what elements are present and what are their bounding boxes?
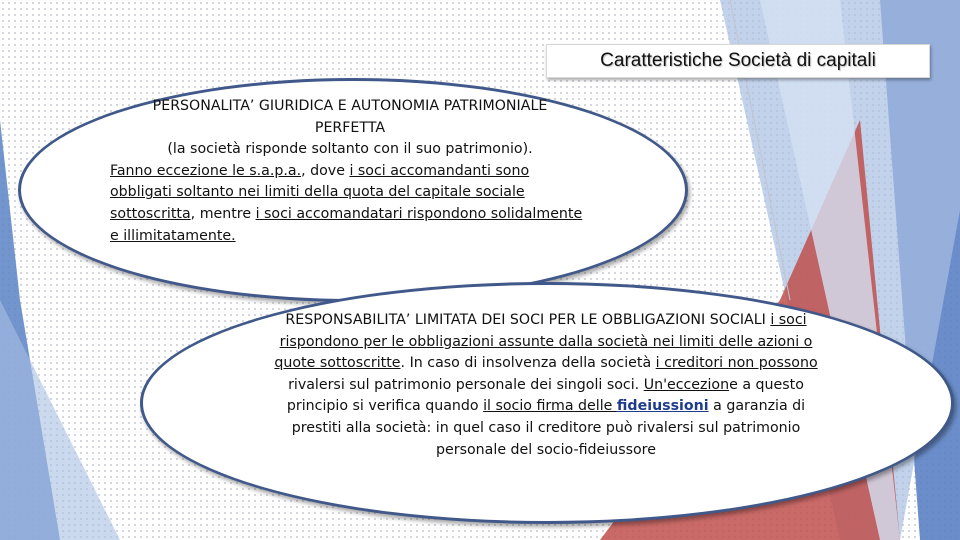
light-blue-facet-left — [0, 300, 120, 540]
responsabilita-text: RESPONSABILITA’ LIMITATA DEI SOCI PER LE OBBLIGAZIONI SOCIALI i soci rispondono per le obbligazioni assunte dalla società nei limiti delle azioni o quote sottoscritte. In caso di insolvenza della società i creditori non possono rivalersi sul patrimonio personale dei singoli soci. Un'eccezione a questo principio si verifica quando il socio firma delle fideiussioni a garanzia di prestiti alla società: in quel caso il creditore può rivalersi sul patrimonio personale del socio-fideiussore — [274, 312, 818, 458]
slide-title-box — [546, 44, 930, 78]
slide-title: Caratteristiche Società di capitali — [600, 50, 876, 71]
heading-line-1: PERSONALITA’ GIURIDICA E AUTONOMIA PATRIMONIALE — [152, 98, 548, 114]
intro-line: (la società risponde soltanto con il suo patrimonio). — [167, 141, 533, 158]
exception-text: Fanno eccezione le s.a.p.a., dove i soci accomandanti sono obbligati soltanto nei limiti della quota del capitale sociale sottoscritta, mentre i soci accomandatari rispondono solidalmente e illimitatamente. — [110, 162, 583, 244]
heading: RESPONSABILITA’ LIMITATA DEI SOCI PER LE OBBLIGAZIONI SOCIALI — [285, 312, 766, 328]
fideiussioni-link[interactable]: fideiussioni — [616, 398, 709, 415]
heading-line-2: PERFETTA — [314, 119, 386, 136]
personalita-text — [110, 96, 590, 247]
